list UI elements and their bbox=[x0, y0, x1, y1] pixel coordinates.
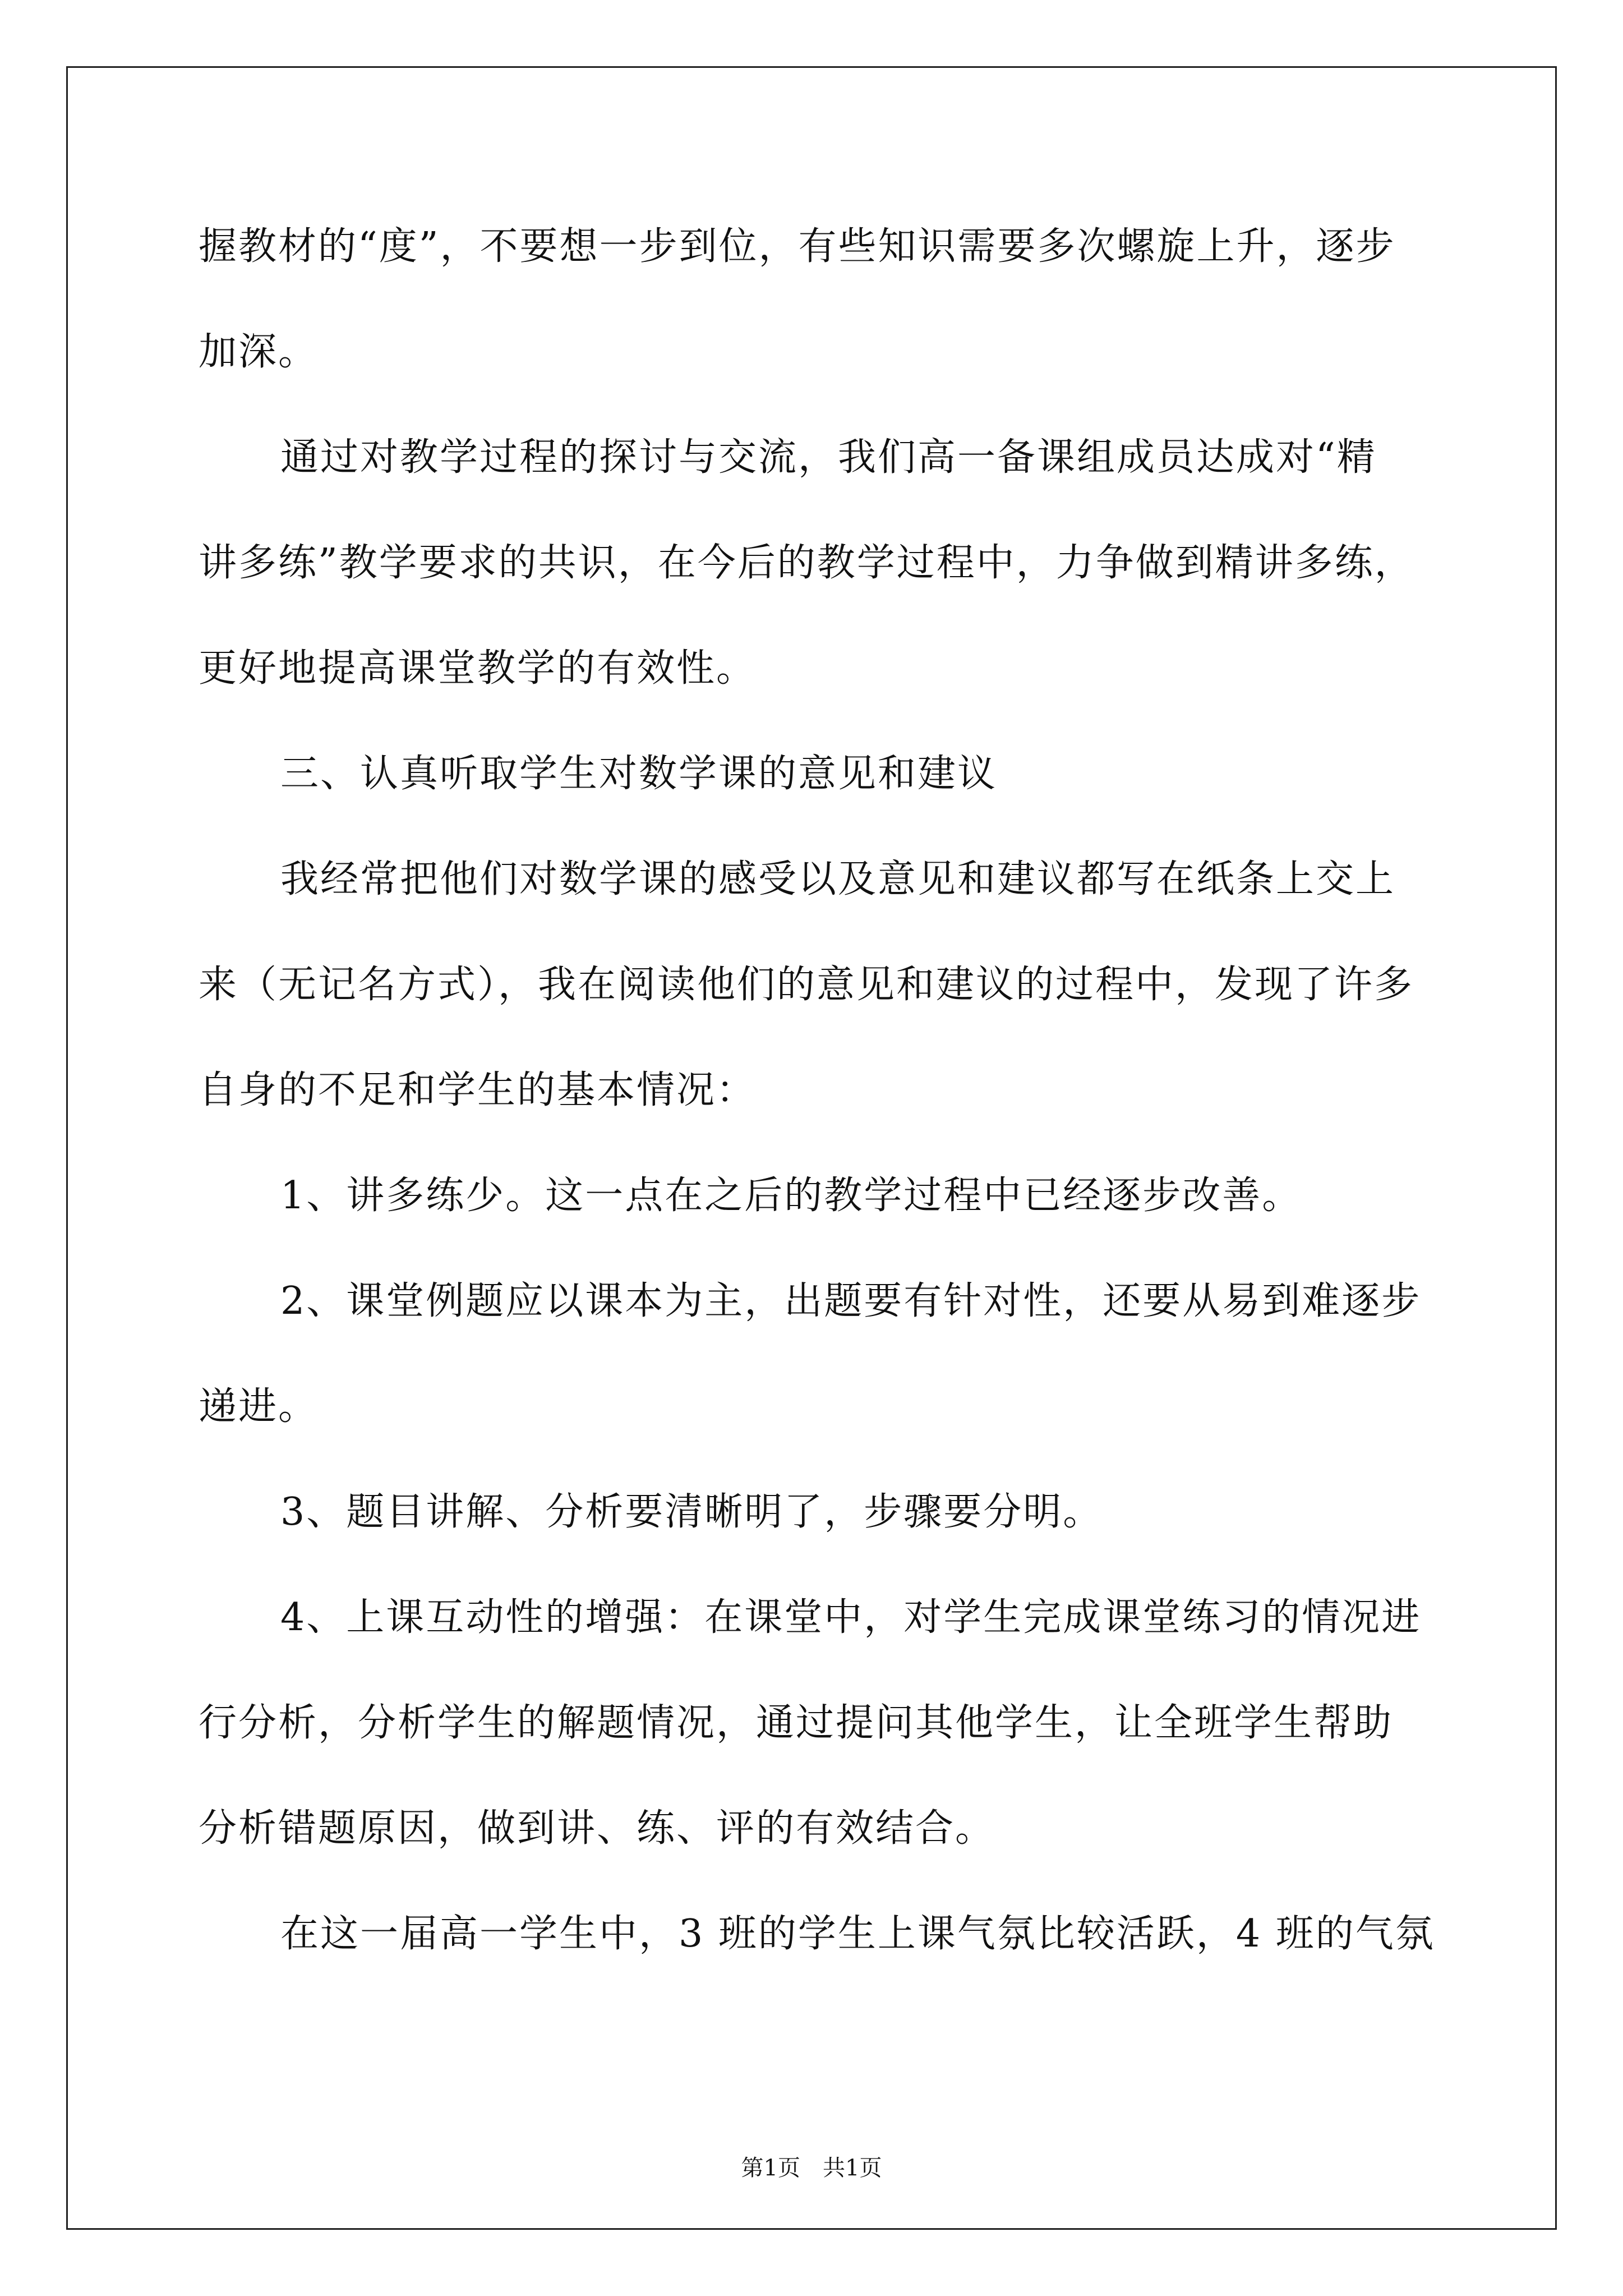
text-line: 在这一届高一学生中，3 班的学生上课气氛比较活跃，4 班的气氛 bbox=[280, 1912, 1435, 1956]
text-line: 行分析，分析学生的解题情况，通过提问其他学生，让全班学生帮助 bbox=[199, 1701, 1394, 1745]
text-line: 递进。 bbox=[199, 1384, 319, 1429]
text-line: 加深。 bbox=[199, 330, 319, 374]
list-item: 3、题目讲解、分析要清晰明了，步骤要分明。 bbox=[280, 1490, 1103, 1534]
text-line: 我经常把他们对数学课的感受以及意见和建议都写在纸条上交上 bbox=[280, 857, 1396, 901]
text-line: 自身的不足和学生的基本情况： bbox=[199, 1068, 757, 1112]
text-line: 握教材的“度”，不要想一步到位，有些知识需要多次螺旋上升，逐步 bbox=[199, 224, 1396, 269]
text-line: 通过对教学过程的探讨与交流，我们高一备课组成员达成对“精 bbox=[280, 435, 1377, 480]
text-line: 讲多练”教学要求的共识，在今后的教学过程中，力争做到精讲多练， bbox=[199, 541, 1414, 585]
list-item: 2、课堂例题应以课本为主，出题要有针对性，还要从易到难逐步 bbox=[280, 1279, 1422, 1323]
page-number: 第1页 共1页 bbox=[741, 2155, 882, 2181]
page-border bbox=[66, 66, 1557, 2230]
text-line: 更好地提高课堂教学的有效性。 bbox=[199, 646, 757, 691]
list-item: 4、上课互动性的增强：在课堂中，对学生完成课堂练习的情况进 bbox=[280, 1595, 1422, 1640]
text-line: 分析错题原因，做到讲、练、评的有效结合。 bbox=[199, 1806, 995, 1851]
text-line: 来（无记名方式），我在阅读他们的意见和建议的过程中，发现了许多 bbox=[199, 963, 1414, 1007]
list-item: 1、讲多练少。这一点在之后的教学过程中已经逐步改善。 bbox=[280, 1174, 1302, 1218]
section-heading: 三、认真听取学生对数学课的意见和建议 bbox=[280, 752, 998, 796]
